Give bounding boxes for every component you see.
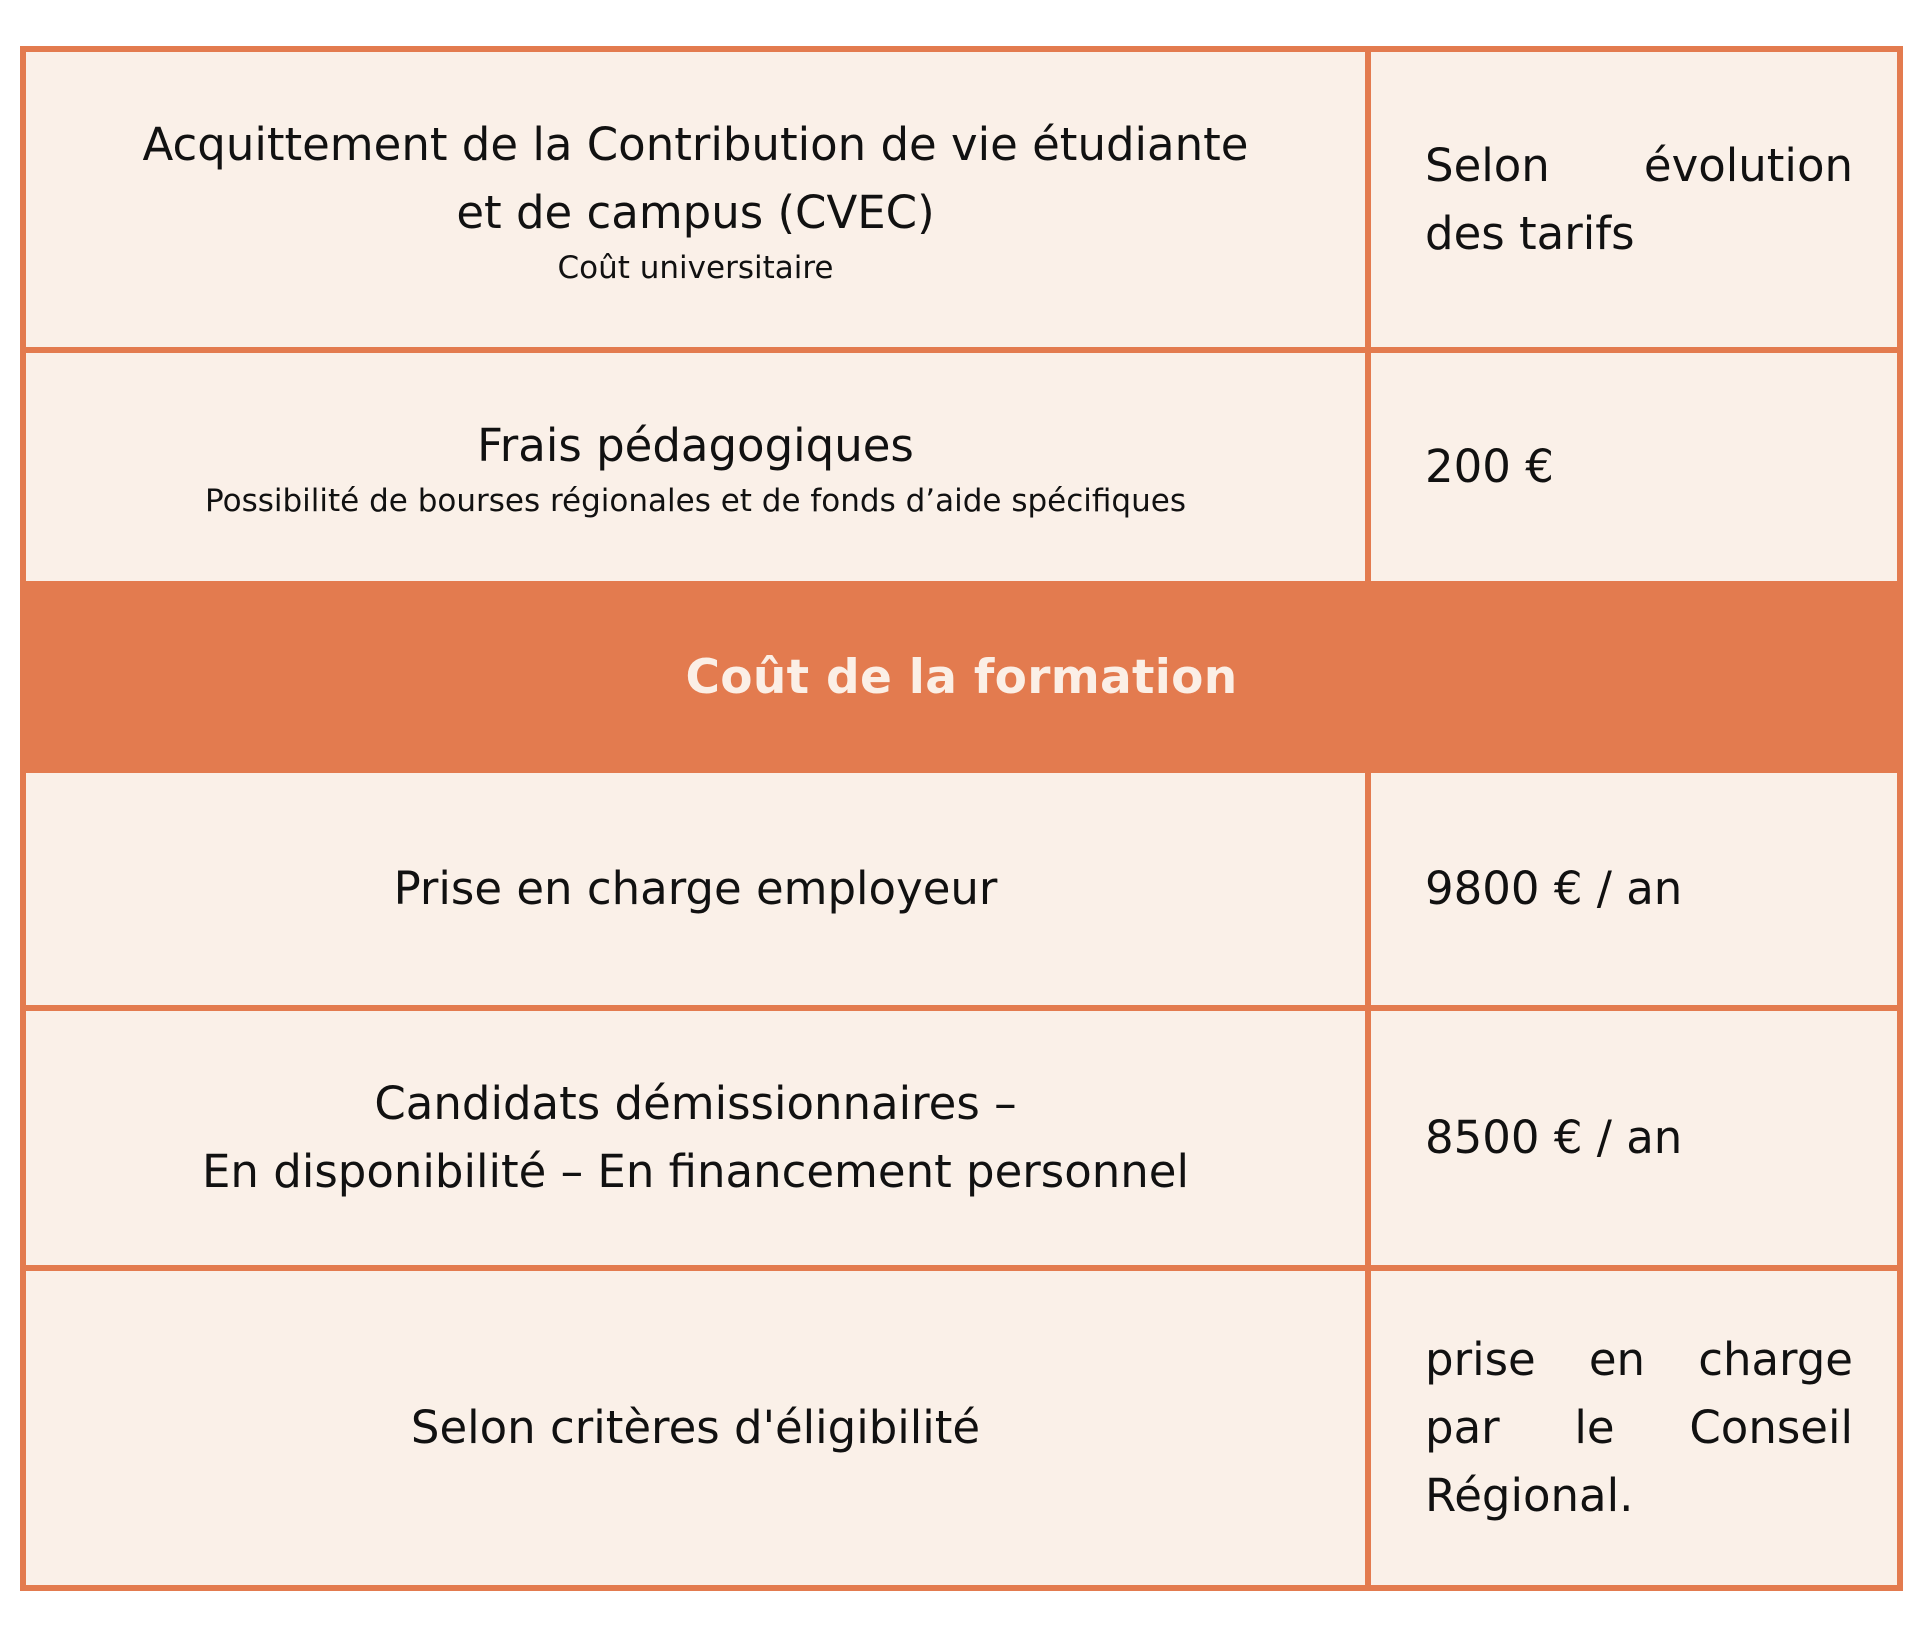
demissionnaires-value-cell	[1371, 1011, 1903, 1265]
frais-label-cell	[26, 353, 1365, 581]
employeur-label-cell	[26, 773, 1365, 1005]
cost-table	[20, 46, 1903, 1591]
frais-value: 200 €	[1425, 440, 1554, 493]
cvec-label-line-1: Acquittement de la Contribution de vie étudiante	[142, 117, 1249, 171]
employeur-label: Prise en charge employeur	[393, 862, 998, 915]
employeur-value-cell	[1371, 773, 1903, 1005]
cvec-label-line-2: et de campus (CVEC)	[456, 185, 935, 239]
section-header-title: Coût de la formation	[685, 649, 1238, 705]
column-divider	[1365, 773, 1371, 1585]
demissionnaires-label-cell	[26, 1011, 1365, 1265]
eligibilite-value: prise en charge par le Conseil Régional.	[1425, 1333, 1853, 1522]
cvec-value-cell	[1371, 52, 1903, 347]
frais-label: Frais pédagogiques	[477, 419, 914, 472]
eligibilite-label-cell	[26, 1271, 1365, 1585]
column-divider	[1365, 52, 1371, 581]
section-header	[26, 581, 1897, 773]
cvec-label-cell	[26, 52, 1365, 347]
frais-note: Possibilité de bourses régionales et de fonds d’aide spécifiques	[205, 483, 1186, 519]
demissionnaires-label-line-2: En disponibilité – En financement personnel	[202, 1145, 1189, 1198]
cvec-value: Selon évolution des tarifs	[1425, 138, 1853, 260]
demissionnaires-value: 8500 € / an	[1425, 1111, 1683, 1164]
employeur-value: 9800 € / an	[1425, 862, 1683, 915]
eligibilite-label: Selon critères d'éligibilité	[410, 1401, 981, 1454]
demissionnaires-label-line-1: Candidats démissionnaires –	[374, 1077, 1017, 1130]
eligibilite-value-cell	[1371, 1271, 1903, 1585]
cvec-note: Coût universitaire	[557, 249, 834, 286]
frais-value-cell	[1371, 353, 1903, 581]
